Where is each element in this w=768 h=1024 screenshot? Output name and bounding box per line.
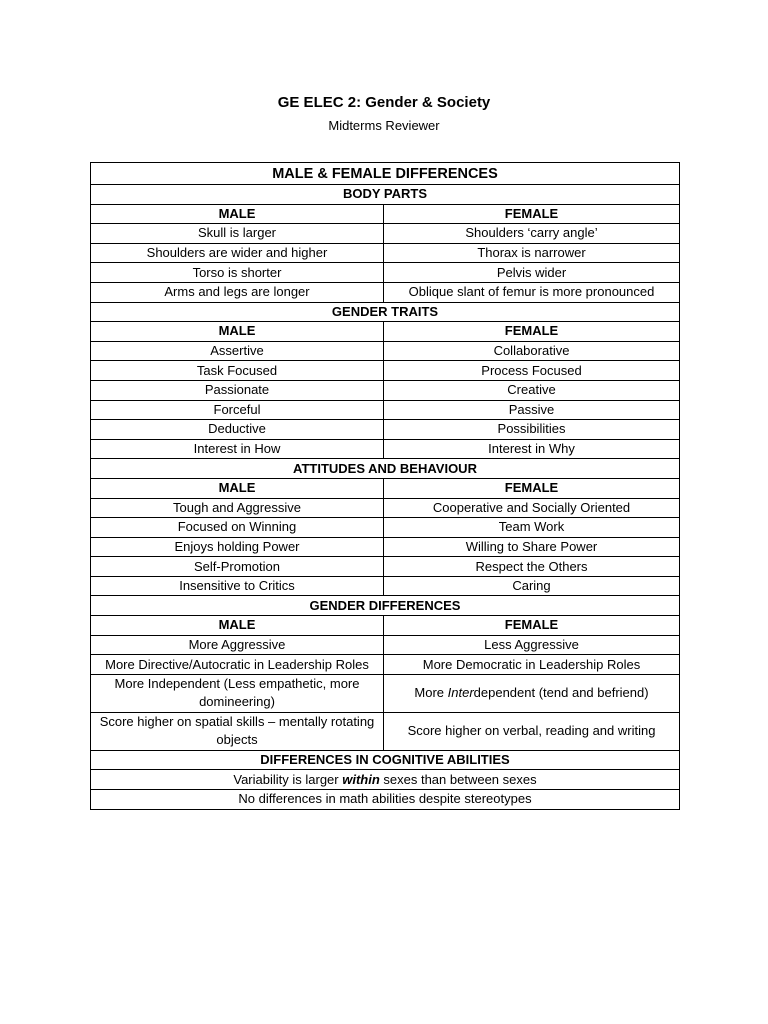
male-cell: Enjoys holding Power <box>91 537 384 557</box>
differences-table <box>90 162 680 810</box>
male-cell: More Aggressive <box>91 635 384 655</box>
table-row <box>91 400 680 420</box>
section-heading-attitudes: ATTITUDES AND BEHAVIOUR <box>91 459 680 479</box>
male-cell: Deductive <box>91 420 384 440</box>
table-row <box>91 674 680 712</box>
section-heading-body-parts: BODY PARTS <box>91 185 680 205</box>
table-row <box>91 770 680 790</box>
male-cell: Task Focused <box>91 361 384 381</box>
table-row <box>91 557 680 577</box>
column-header-male: MALE <box>91 322 384 342</box>
female-cell: Respect the Others <box>384 557 680 577</box>
column-header-male: MALE <box>91 204 384 224</box>
table-row <box>91 380 680 400</box>
cognitive-line-math: No differences in math abilities despite stereotypes <box>91 790 680 810</box>
column-header-female: FEMALE <box>384 616 680 636</box>
section-heading-gender-differences: GENDER DIFFERENCES <box>91 596 680 616</box>
female-cell: Interest in Why <box>384 439 680 459</box>
female-cell: Shoulders ‘carry angle’ <box>384 224 680 244</box>
section-heading-gender-traits: GENDER TRAITS <box>91 302 680 322</box>
female-cell-text-emphasis: Inter <box>447 685 474 701</box>
female-cell-text-post: dependent (tend and befriend) <box>473 685 649 701</box>
table-row <box>91 341 680 361</box>
document-title: GE ELEC 2: Gender & Society <box>277 94 491 111</box>
section-heading-cognitive: DIFFERENCES IN COGNITIVE ABILITIES <box>91 750 680 770</box>
female-cell-text-pre: More <box>414 685 448 701</box>
male-cell: Assertive <box>91 341 384 361</box>
table-row <box>91 224 680 244</box>
male-cell: Focused on Winning <box>91 518 384 538</box>
female-cell: Pelvis wider <box>384 263 680 283</box>
male-cell: More Directive/Autocratic in Leadership Roles <box>91 655 384 675</box>
cognitive-text-pre: Variability is larger <box>233 771 343 787</box>
table-row <box>91 790 680 810</box>
female-cell: Score higher on verbal, reading and writing <box>384 712 680 750</box>
male-cell: Arms and legs are longer <box>91 282 384 302</box>
cognitive-text-emphasis: within <box>342 771 380 787</box>
female-cell: Thorax is narrower <box>384 243 680 263</box>
female-cell: Passive <box>384 400 680 420</box>
table-row <box>91 439 680 459</box>
female-cell: Possibilities <box>384 420 680 440</box>
cognitive-line-variability <box>91 770 680 790</box>
column-header-female: FEMALE <box>384 322 680 342</box>
male-cell: Insensitive to Critics <box>91 576 384 596</box>
document-subtitle: Midterms Reviewer <box>328 118 440 133</box>
male-cell: Score higher on spatial skills – mentally rotating objects <box>91 712 384 750</box>
male-cell: Skull is larger <box>91 224 384 244</box>
table-row <box>91 537 680 557</box>
male-cell: Tough and Aggressive <box>91 498 384 518</box>
male-cell: Forceful <box>91 400 384 420</box>
female-cell: Less Aggressive <box>384 635 680 655</box>
female-cell: More Democratic in Leadership Roles <box>384 655 680 675</box>
table-row <box>91 498 680 518</box>
table-row <box>91 243 680 263</box>
male-cell: More Independent (Less empathetic, more domineering) <box>91 674 384 712</box>
column-header-female: FEMALE <box>384 204 680 224</box>
table-row <box>91 420 680 440</box>
column-header-male: MALE <box>91 616 384 636</box>
male-cell: Torso is shorter <box>91 263 384 283</box>
female-cell: Willing to Share Power <box>384 537 680 557</box>
female-cell <box>384 674 680 712</box>
female-cell: Collaborative <box>384 341 680 361</box>
table-row <box>91 635 680 655</box>
male-cell: Passionate <box>91 380 384 400</box>
female-cell: Cooperative and Socially Oriented <box>384 498 680 518</box>
female-cell: Creative <box>384 380 680 400</box>
table-row <box>91 655 680 675</box>
female-cell: Process Focused <box>384 361 680 381</box>
table-row <box>91 263 680 283</box>
female-cell: Team Work <box>384 518 680 538</box>
male-cell: Self-Promotion <box>91 557 384 577</box>
column-header-male: MALE <box>91 478 384 498</box>
male-cell: Shoulders are wider and higher <box>91 243 384 263</box>
column-header-female: FEMALE <box>384 478 680 498</box>
table-row <box>91 518 680 538</box>
female-cell: Caring <box>384 576 680 596</box>
table-row <box>91 712 680 750</box>
table-title: MALE & FEMALE DIFFERENCES <box>91 163 680 185</box>
male-cell: Interest in How <box>91 439 384 459</box>
cognitive-text-post: sexes than between sexes <box>379 771 537 787</box>
table-row <box>91 576 680 596</box>
female-cell: Oblique slant of femur is more pronounced <box>384 282 680 302</box>
table-row <box>91 361 680 381</box>
table-row <box>91 282 680 302</box>
